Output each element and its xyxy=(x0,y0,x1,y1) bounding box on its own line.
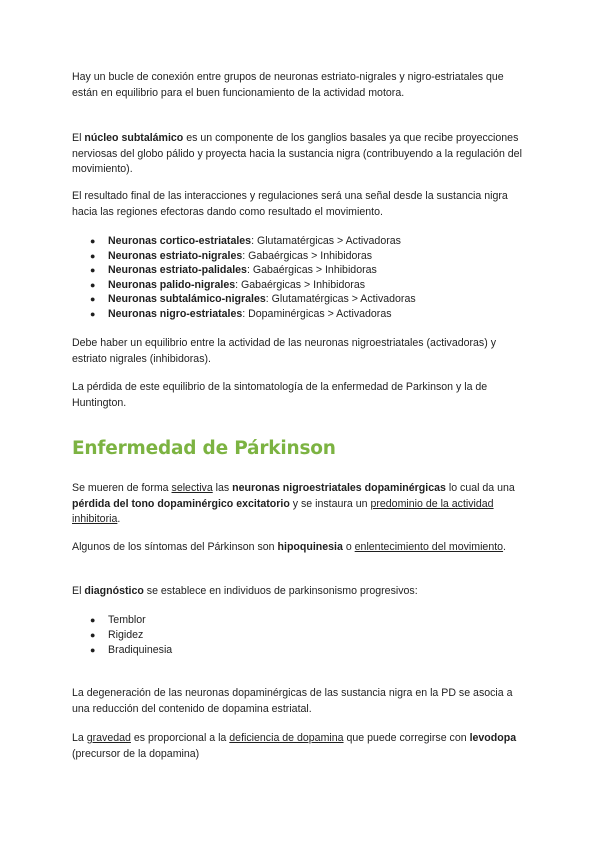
section-heading: Enfermedad de Párkinson xyxy=(72,438,336,459)
underlined-term: deficiencia de dopamina xyxy=(229,732,344,744)
list-item xyxy=(72,292,530,307)
underlined-term: selectiva xyxy=(171,482,213,494)
neuron-name: Neuronas estriato-palidales xyxy=(108,264,247,277)
subthalamic-paragraph xyxy=(72,131,530,178)
text-run: las xyxy=(212,482,233,494)
text-run: que puede corregirse con xyxy=(343,732,470,744)
text-run: o xyxy=(342,541,355,553)
text-run: se establece en individuos de parkinsonismo progresivos: xyxy=(143,585,418,597)
list-item xyxy=(72,307,530,322)
bullet-icon: ● xyxy=(90,279,96,290)
text-run: La xyxy=(72,732,87,744)
diagnosis-paragraph xyxy=(72,584,530,600)
symptom: Bradiquinesia xyxy=(108,644,173,656)
neuron-name: Neuronas nigro-estriatales xyxy=(108,307,243,320)
text-run: es proporcional a la xyxy=(130,732,230,744)
text-run: y se instaura un xyxy=(289,497,371,510)
list-item xyxy=(72,263,530,278)
bullet-icon: ● xyxy=(90,645,96,655)
text-run: . xyxy=(117,513,121,525)
text-run: El xyxy=(72,585,85,597)
bold-term: diagnóstico xyxy=(84,585,144,597)
parkinson-paragraph-2 xyxy=(72,540,530,556)
list-item xyxy=(72,234,530,249)
neuron-name: Neuronas cortico-estriatales xyxy=(108,235,252,247)
neuron-name: Neuronas palido-nigrales xyxy=(108,278,236,291)
bold-term: núcleo subtalámico xyxy=(84,132,184,144)
symptom-list xyxy=(72,613,530,658)
neuron-desc: : Gabaérgicas > Inhibidoras xyxy=(242,249,373,262)
neuron-desc: : Dopaminérgicas > Activadoras xyxy=(242,307,392,320)
neuron-desc: : Glutamatérgicas > Activadoras xyxy=(265,293,416,306)
neuron-desc: : Gabaérgicas > Inhibidoras xyxy=(235,278,366,291)
intro-paragraph: Hay un bucle de conexión entre grupos de neuronas estriato-nigrales y nigro-estriatales que están en equilibrio para el buen funcionamiento de la actividad motora. xyxy=(72,71,504,99)
neuron-desc: : Gabaérgicas > Inhibidoras xyxy=(246,264,377,277)
text-run: . xyxy=(503,541,506,553)
bold-term: pérdida del tono dopaminérgico excitatorio xyxy=(72,497,290,510)
list-item xyxy=(72,628,530,643)
symptom: Temblor xyxy=(108,614,146,626)
bold-term: neuronas nigroestriatales dopaminérgicas xyxy=(232,482,446,494)
bullet-icon: ● xyxy=(90,236,96,246)
parkinson-paragraph-1 xyxy=(72,481,530,528)
loss-paragraph: La pérdida de este equilibrio de la sintomatología de la enfermedad de Parkinson y la de Huntington. xyxy=(72,381,488,409)
balance-paragraph: Debe haber un equilibrio entre la actividad de las neuronas nigroestriatales (activadoras) y estriato nigrales (inhibidoras). xyxy=(72,337,496,365)
list-item xyxy=(72,643,530,658)
text-run: Algunos de los síntomas del Párkinson son xyxy=(72,541,278,553)
bold-term: hipoquinesia xyxy=(277,541,343,553)
text-run: El xyxy=(72,132,85,144)
list-item xyxy=(72,278,530,293)
list-item xyxy=(72,249,530,264)
bullet-icon: ● xyxy=(90,265,96,276)
bullet-icon: ● xyxy=(90,308,96,319)
underlined-term: enlentecimiento del movimiento xyxy=(354,541,504,553)
degeneration-paragraph: La degeneración de las neuronas dopaminérgicas de las sustancia nigra en la PD se asocia a una reducción del contenido de dopamina estriatal. xyxy=(72,687,513,715)
text-run: Se mueren de forma xyxy=(72,482,172,494)
severity-paragraph xyxy=(72,731,530,762)
neuron-desc: : Glutamatérgicas > Activadoras xyxy=(251,235,401,247)
bold-term: levodopa xyxy=(469,732,517,744)
neuron-name: Neuronas estriato-nigrales xyxy=(108,249,243,262)
underlined-term: gravedad xyxy=(86,732,131,744)
bullet-icon: ● xyxy=(90,615,96,625)
bullet-icon: ● xyxy=(90,630,96,640)
symptom: Rigidez xyxy=(108,629,144,641)
neuron-list xyxy=(72,234,530,322)
bullet-icon: ● xyxy=(90,294,96,305)
bullet-icon: ● xyxy=(90,250,96,261)
underlined-term: predominio de la actividad inhibitoria xyxy=(72,497,494,525)
neuron-name: Neuronas subtalámico-nigrales xyxy=(108,293,266,306)
result-paragraph: El resultado final de las interacciones y regulaciones será una señal desde la sustancia nigra hacia las regiones efectoras dando como resultado el movimiento. xyxy=(72,190,508,218)
list-item xyxy=(72,613,530,628)
text-run: (precursor de la dopamina) xyxy=(72,747,200,760)
text-run: es un componente de los ganglios basales ya que recibe proyecciones nerviosas del globo pálido y proyecta hacia la sustancia nigra (contribuyendo a la regulación del movimiento). xyxy=(72,132,522,175)
text-run: lo cual da una xyxy=(445,482,515,494)
